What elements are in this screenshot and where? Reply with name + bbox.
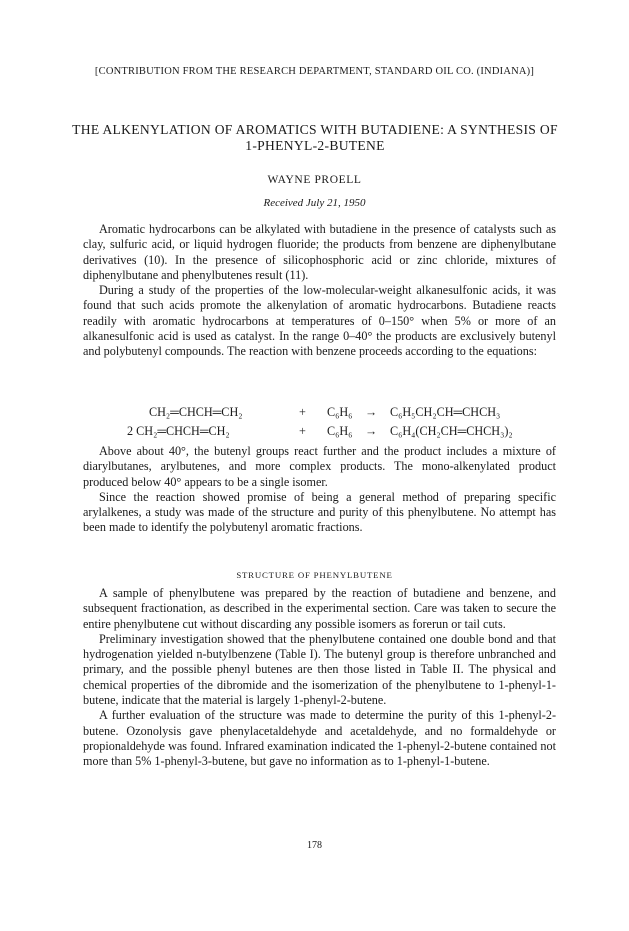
- paragraph: During a study of the properties of the low-molecular-weight alkanesulfonic acids, it was found that such acids promote the alkenylation of aromatic hydrocarbons. Butadiene reacts readily with aromatic hydrocarbons at temperatures of 0–150° when 5% or more of an alkanesulfonic acid is used as catalyst. In the range 0–40° the products are exclusively butenyl and polybutenyl compounds. The reaction with benzene proceeds according to the equations:: [83, 283, 556, 359]
- equation-reactant: 2 CH₂═CHCH═CH₂: [127, 424, 230, 438]
- equation-reactant: CH₂═CHCH═CH₂: [149, 405, 243, 419]
- equation-product: C₆H₅CH₂CH═CHCH₃: [390, 405, 501, 419]
- equation-1: [83, 405, 556, 421]
- article-title: THE ALKENYLATION OF AROMATICS WITH BUTADIENE: A SYNTHESIS OF 1-PHENYL-2-BUTENE: [72, 122, 558, 153]
- equation-2: [83, 424, 556, 440]
- paragraph: A sample of phenylbutene was prepared by the reaction of butadiene and benzene, and subsequent fractionation, as described in the experimental section. Care was taken to secure the entire phenylbutene cut without discarding any possible isomers as forerun or tail cuts.: [83, 586, 556, 631]
- paragraph: Preliminary investigation showed that the phenylbutene contained one double bond and that hydrogenation yielded n-butylbenzene (Table I). The butenyl group is therefore unbranched and primary, and the possible phenyl butenes are then those listed in Table II. The physical and chemical properties of the dibromide and the isomerization of the phenylbutene to 1-phenyl-1-butene, indicate that the material is largely 1-phenyl-2-butene.: [83, 631, 556, 708]
- intro-section: [83, 222, 556, 360]
- paragraph: Above about 40°, the butenyl groups react further and the product includes a mixture of diarylbutanes, arylbutenes, and more complex products. The mono-alkenylated product produced below 40° appears to be a single isomer.: [83, 444, 556, 489]
- equation-arrow: →: [365, 405, 378, 419]
- paragraph: Aromatic hydrocarbons can be alkylated with butadiene in the presence of catalysts such as clay, sulfuric acid, or liquid hydrogen fluoride; the products from benzene are diphenylbutane derivatives (10). In the presence of silicophosphoric acid or zinc chloride, mixtures of diphenylbutane and phenylbutenes result (11).: [83, 222, 556, 282]
- paragraph: A further evaluation of the structure was made to determine the purity of this 1-phenyl-2-butene. Ozonolysis gave phenylacetaldehyde and acetaldehyde, and no formaldehyde or propionaldehyde was found. Infrared examination indicated the 1-phenyl-2-butene contained not more than 5% 1-phenyl-3-butene, but gave no information as to 1-phenyl-1-butene.: [83, 708, 556, 769]
- equation-arrow: →: [365, 424, 378, 438]
- equation-plus: +: [299, 405, 306, 419]
- equation-product: C₆H₄(CH₂CH═CHCH₃)₂: [390, 424, 513, 438]
- results-section: [83, 444, 556, 536]
- structure-section: [83, 586, 556, 770]
- contribution-header: [CONTRIBUTION FROM THE RESEARCH DEPARTMENT, STANDARD OIL CO. (INDIANA)]: [94, 66, 535, 77]
- paragraph: Since the reaction showed promise of being a general method of preparing specific arylalkenes, a study was made of the structure and purity of this phenylbutene. No attempt has been made to identify the polybutenyl aromatic fractions.: [83, 489, 556, 535]
- received-date: Received July 21, 1950: [263, 197, 366, 209]
- author-name: WAYNE PROELL: [267, 174, 362, 186]
- section-heading: STRUCTURE OF PHENYLBUTENE: [236, 570, 393, 580]
- equation-benzene: C₆H₆: [327, 424, 353, 438]
- equation-benzene: C₆H₆: [327, 405, 353, 419]
- page-number: 178: [307, 840, 322, 851]
- equation-plus: +: [299, 424, 306, 438]
